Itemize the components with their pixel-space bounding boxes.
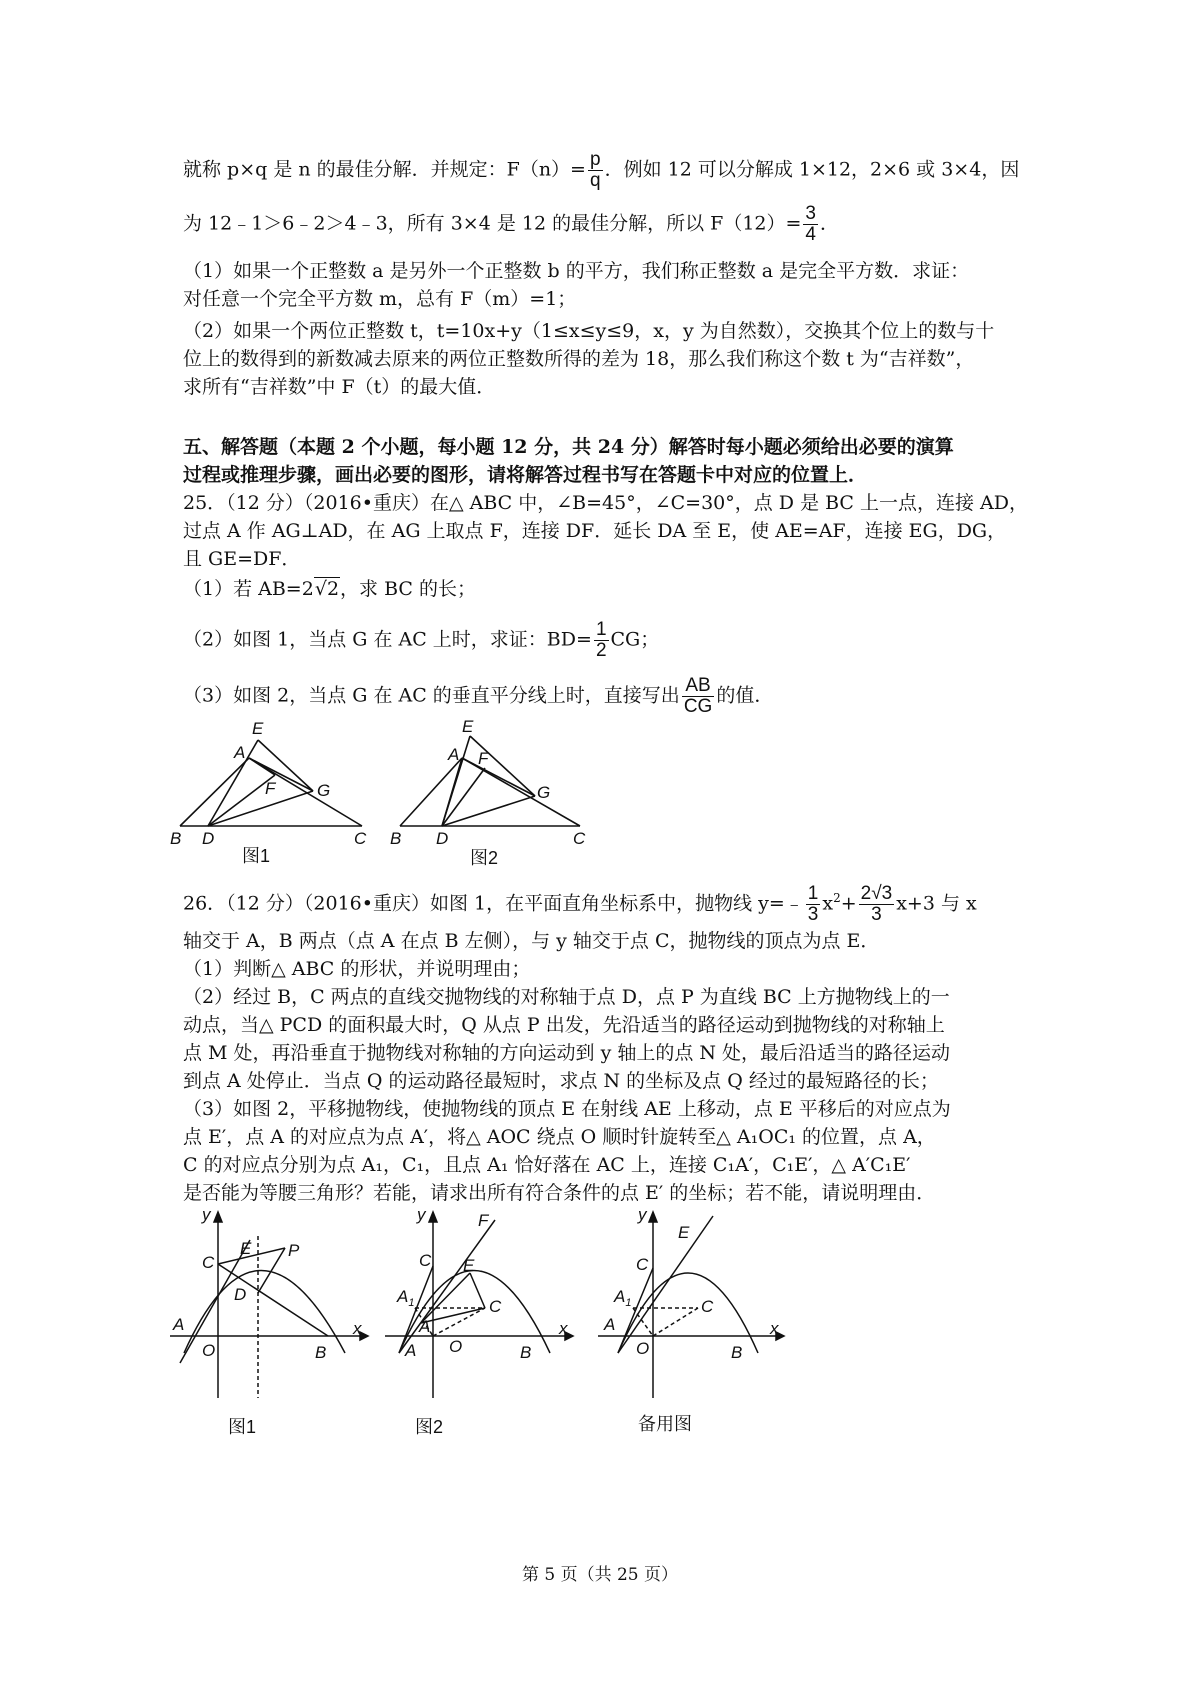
text: + — [840, 892, 857, 915]
segment-cp — [218, 1248, 285, 1264]
denominator: 2 — [595, 640, 607, 661]
backup-figure-caption: 备用图 — [638, 1414, 692, 1434]
label-a: A — [173, 1315, 185, 1334]
text: 就称 p×q 是 n 的最佳分解．并规定：F（n）= — [183, 158, 586, 181]
q26-part1: （1）判断△ ABC 的形状，并说明理由； — [183, 958, 531, 980]
sqrt-radical: √2 — [314, 578, 340, 600]
label-o: O — [449, 1337, 463, 1356]
segment-ac — [462, 758, 580, 826]
text: （3）如图 2，当点 G 在 AC 的垂直平分线上时，直接写出 — [183, 684, 680, 707]
fraction-1-over-2 — [594, 620, 609, 661]
label-a1: $A_1$ — [397, 1287, 415, 1309]
label-c-prime: C — [489, 1297, 502, 1316]
label-a1: $A_1$ — [614, 1287, 632, 1309]
dashed-a1-o — [633, 1308, 653, 1336]
label-e: E — [252, 719, 264, 738]
label-a: A — [234, 743, 246, 762]
text: x — [822, 892, 834, 915]
q26-part2-line3: 点 M 处，再沿垂直于抛物线对称轴的方向运动到 y 轴上的点 N 处，最后沿适当的路径运动 — [183, 1042, 951, 1064]
q25-line1: 25．（12 分）（2016•重庆）在△ ABC 中，∠B=45°，∠C=30°，点 D 是 BC 上一点，连接 AD， — [183, 492, 1028, 514]
text: CG； — [610, 628, 660, 651]
y-axis-arrow — [429, 1212, 437, 1222]
label-a: A — [604, 1315, 616, 1334]
denominator: 4 — [805, 224, 816, 245]
denominator: 3 — [807, 904, 819, 925]
text: x+3 与 x — [896, 892, 977, 915]
numerator: AB — [682, 676, 715, 697]
q25-line3: 且 GE=DF． — [183, 548, 301, 570]
q24-part2-line1: （2）如果一个两位正整数 t，t=10x+y（1≤x≤y≤9，x，y 为自然数），交换其个位上的数与十 — [183, 320, 995, 342]
segment-dg — [208, 791, 313, 826]
label-x: x — [559, 1319, 568, 1338]
numerator: 1 — [595, 619, 607, 640]
label-y: y — [417, 1208, 426, 1224]
fraction-ab-over-cg — [682, 676, 715, 717]
segment-ag — [462, 758, 535, 796]
label-f: F — [478, 1211, 489, 1230]
label-b: B — [390, 829, 402, 848]
q26-figure-1 — [170, 1208, 380, 1438]
q25-part1 — [183, 576, 1023, 602]
label-e: E — [240, 1239, 252, 1258]
dashed-o-c1 — [653, 1308, 698, 1336]
exponent: 2 — [833, 891, 841, 906]
segment-ag — [249, 758, 313, 791]
ray-ae — [399, 1220, 495, 1353]
dashed-o-c1 — [433, 1308, 485, 1336]
q25-part3 — [183, 676, 1023, 717]
text: ．例如 12 可以分解成 1×12，2×6 或 3×4，因 — [604, 158, 1020, 181]
q26-part3-line4: 是否能为等腰三角形？若能，请求出所有符合条件的点 E′ 的坐标；若不能，请说明理由． — [183, 1182, 936, 1204]
label-e: E — [678, 1223, 690, 1242]
segment-dg — [442, 796, 535, 826]
text: （2）如图 1，当点 G 在 AC 上时，求证：BD= — [183, 628, 592, 651]
section-5-heading-line2: 过程或推理步骤，画出必要的图形，请将解答过程书写在答题卡中对应的位置上． — [183, 464, 868, 486]
q26-part3-line2: 点 E′，点 A 的对应点为点 A′，将△ AOC 绕点 O 顺时针旋转至△ A₁OC₁ 的位置，点 A， — [183, 1126, 936, 1148]
denominator: 3 — [871, 904, 882, 925]
label-x: x — [770, 1319, 779, 1338]
q26-part2-line2: 动点，当△ PCD 的面积最大时，Q 从点 P 出发，先沿适当的路径运动到抛物线的对称轴上 — [183, 1014, 945, 1036]
numerator: 3 — [805, 203, 816, 224]
label-d: D — [436, 829, 449, 848]
q26-line2: 轴交于 A，B 两点（点 A 在点 B 左侧），与 y 轴交于点 C，抛物线的顶点为点 E． — [183, 930, 880, 952]
figure-1-caption: 图1 — [228, 1417, 257, 1437]
label-g: G — [317, 781, 331, 800]
ray-ae — [618, 1216, 713, 1353]
q24-part1-line2: 对任意一个完全平方数 m，总有 F（m）=1； — [183, 288, 577, 310]
label-e: E — [462, 718, 474, 736]
label-a: A — [405, 1341, 417, 1360]
label-f: F — [265, 779, 276, 798]
numerator: 2√3 — [860, 883, 893, 904]
segment-a-prime-e-prime — [421, 1273, 470, 1323]
fraction-1-over-3 — [806, 884, 821, 925]
label-c: C — [636, 1255, 649, 1274]
segment-e-prime-c1 — [470, 1273, 485, 1308]
label-d: D — [234, 1285, 247, 1304]
numerator: p — [589, 149, 601, 170]
numerator: 1 — [807, 883, 819, 904]
denominator: CG — [683, 696, 713, 717]
label-c: C — [354, 829, 367, 848]
text: （1）若 AB=2 — [183, 578, 314, 600]
label-y: y — [638, 1208, 647, 1224]
q25-figure-1 — [170, 718, 390, 868]
text: 的值． — [716, 684, 774, 707]
q26-part2-line4: 到点 A 处停止．当点 Q 的运动路径最短时，求点 N 的坐标及点 Q 经过的最短路径的长； — [183, 1070, 939, 1092]
figure-2-caption: 图2 — [470, 848, 499, 868]
page-footer: 第 5 页（共 25 页） — [521, 1565, 679, 1585]
segment-df — [442, 768, 485, 826]
y-axis-arrow — [649, 1212, 657, 1222]
label-b: B — [731, 1343, 743, 1362]
q26-figure-2 — [385, 1208, 590, 1438]
label-d: D — [202, 829, 215, 848]
radicand: 2 — [326, 578, 340, 600]
figure-2-caption: 图2 — [415, 1417, 444, 1437]
text: ． — [820, 212, 840, 235]
segment-de — [208, 740, 258, 826]
fraction-3-over-4 — [803, 204, 818, 245]
text: 为 12﹣1＞6﹣2＞4﹣3，所有 3×4 是 12 的最佳分解，所以 F（12）= — [183, 212, 802, 235]
label-f: F — [478, 749, 489, 768]
label-x: x — [353, 1319, 362, 1338]
label-g: G — [537, 783, 551, 802]
q25-figure-2 — [390, 718, 620, 873]
q26-line1 — [183, 884, 1023, 925]
label-b: B — [170, 829, 182, 848]
segment-af — [249, 758, 275, 775]
label-c: C — [573, 829, 586, 848]
y-axis-arrow — [214, 1212, 222, 1222]
intro-line-1 — [183, 150, 1023, 191]
fraction-2sqrt3-over-3 — [859, 884, 895, 925]
label-o: O — [636, 1339, 650, 1358]
figure-1-caption: 图1 — [242, 846, 271, 866]
q24-part2-line3: 求所有“吉祥数”中 F（t）的最大值． — [183, 376, 496, 398]
q26-part3-line3: C 的对应点分别为点 A₁，C₁，且点 A₁ 恰好落在 AC 上，连接 C₁A′，C₁E′，△ A′C₁E′ — [183, 1154, 911, 1176]
label-b: B — [520, 1343, 532, 1362]
intro-line-2 — [183, 204, 1023, 245]
label-o: O — [202, 1341, 216, 1360]
q26-part2-line1: （2）经过 B，C 两点的直线交抛物线的对称轴于点 D，点 P 为直线 BC 上方抛物线上的一 — [183, 986, 950, 1008]
label-p: P — [288, 1241, 300, 1260]
section-5-heading-line1: 五、解答题（本题 2 个小题，每小题 12 分，共 24 分）解答时每小题必须给出必要的演算 — [183, 436, 954, 458]
label-a: A — [448, 745, 460, 764]
q25-part2 — [183, 620, 1023, 661]
text: 26．（12 分）（2016•重庆）如图 1，在平面直角坐标系中，抛物线 y=﹣ — [183, 892, 804, 915]
q24-part1-line1: （1）如果一个正整数 a 是另外一个正整数 b 的平方，我们称正整数 a 是完全平方数．求证： — [183, 260, 970, 282]
q24-part2-line2: 位上的数得到的新数减去原来的两位正整数所得的差为 18，那么我们称这个数 t 为“吉祥数”， — [183, 348, 975, 370]
q25-line2: 过点 A 作 AG⊥AD，在 AG 上取点 F，连接 DF．延长 DA 至 E，使 AE=AF，连接 EG，DG， — [183, 520, 1007, 542]
label-y: y — [202, 1208, 211, 1224]
label-a-prime: A — [419, 1317, 431, 1336]
q26-backup-figure — [598, 1208, 798, 1438]
text: ，求 BC 的长； — [340, 578, 476, 600]
label-c1: C — [701, 1297, 714, 1316]
label-b: B — [315, 1343, 327, 1362]
label-e: E — [463, 1256, 475, 1275]
label-c: C — [202, 1253, 215, 1272]
label-c: C — [419, 1251, 432, 1270]
q26-part3-line1: （3）如图 2，平移抛物线，使抛物线的顶点 E 在射线 AE 上移动，点 E 平移后的对应点为 — [183, 1098, 951, 1120]
denominator: q — [589, 170, 601, 191]
fraction-p-over-q — [588, 150, 603, 191]
